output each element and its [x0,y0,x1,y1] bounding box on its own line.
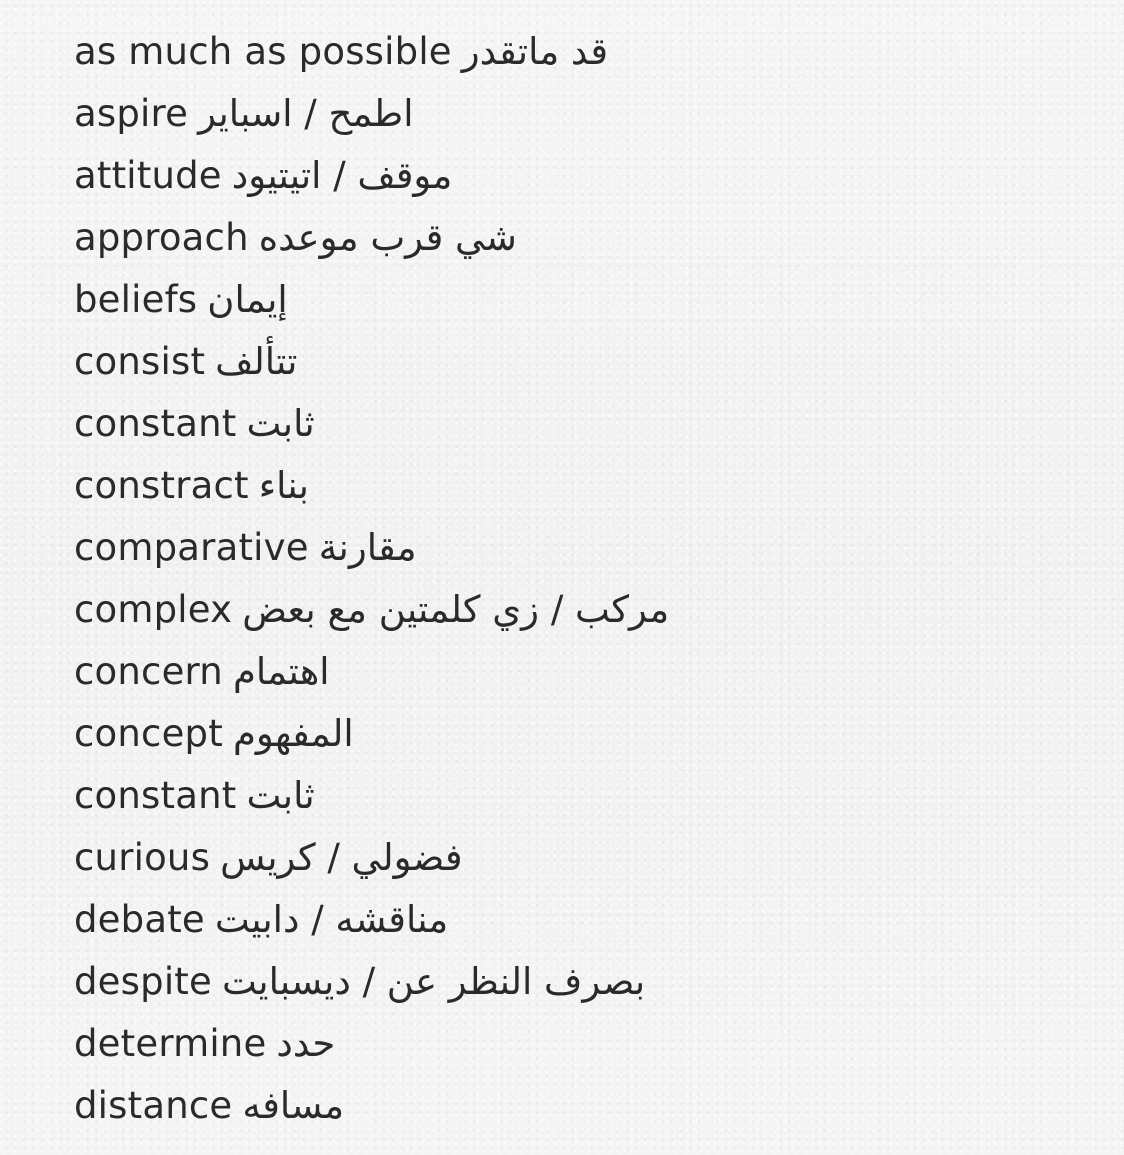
english-word: as much as possible [74,30,452,73]
arabic-meaning: اهتمام [232,650,330,693]
english-word: concern [74,650,223,693]
english-word: determine [74,1022,267,1065]
english-word: constract [74,464,249,507]
arabic-meaning: ثابت [246,402,315,445]
arabic-meaning: المفهوم [232,712,354,755]
arabic-meaning: قد ماتقدر [461,30,609,73]
english-word: constant [74,402,237,445]
arabic-meaning: اطمح / اسباير [198,92,414,135]
english-word: beliefs [74,278,198,321]
vocab-row [74,331,1074,393]
english-word: distance [74,1084,233,1127]
english-word: aspire [74,92,189,135]
english-word: consist [74,340,206,383]
arabic-meaning: تتألف [215,340,298,383]
vocab-row-partial-bottom [74,1136,774,1155]
arabic-meaning: مركب / زي كلمتين مع بعض [242,588,670,631]
english-word: curious [74,836,211,879]
vocab-row [74,21,1074,83]
vocab-row [74,889,1074,951]
english-word: despite [74,960,212,1003]
vocab-row [74,765,1074,827]
vocabulary-list [74,0,1074,1137]
vocab-row [74,579,1074,641]
arabic-meaning: حدد [276,1022,336,1065]
arabic-meaning: بصرف النظر عن / ديسبايت [221,960,646,1003]
vocab-row [74,207,1074,269]
vocab-row-partial-top [74,0,1074,21]
english-word: concept [74,712,223,755]
arabic-meaning: فضولي / كريس [220,836,463,879]
arabic-meaning: بناء [258,464,309,507]
vocab-row [74,641,1074,703]
arabic-meaning: مقارنة [318,526,417,569]
vocab-row [74,83,1074,145]
vocab-row [74,517,1074,579]
vocab-row [74,1075,1074,1137]
vocab-row [74,455,1074,517]
vocab-row [74,269,1074,331]
arabic-meaning: ثابت [246,774,315,817]
english-word: comparative [74,526,309,569]
english-word: constant [74,774,237,817]
arabic-meaning: مناقشه / دابيت [214,898,449,941]
arabic-meaning: موقف / اتيتيود [231,154,453,197]
english-word: attitude [74,154,222,197]
arabic-meaning: إيمان [207,278,288,321]
english-word: approach [74,216,249,259]
vocab-row [74,703,1074,765]
arabic-meaning: شي قرب موعده [258,216,517,259]
vocab-row [74,145,1074,207]
vocab-row [74,827,1074,889]
english-word: complex [74,588,233,631]
vocab-row [74,1013,1074,1075]
arabic-meaning: مسافه [242,1084,345,1127]
english-word: debate [74,898,205,941]
vocab-row [74,393,1074,455]
vocab-row [74,951,1074,1013]
